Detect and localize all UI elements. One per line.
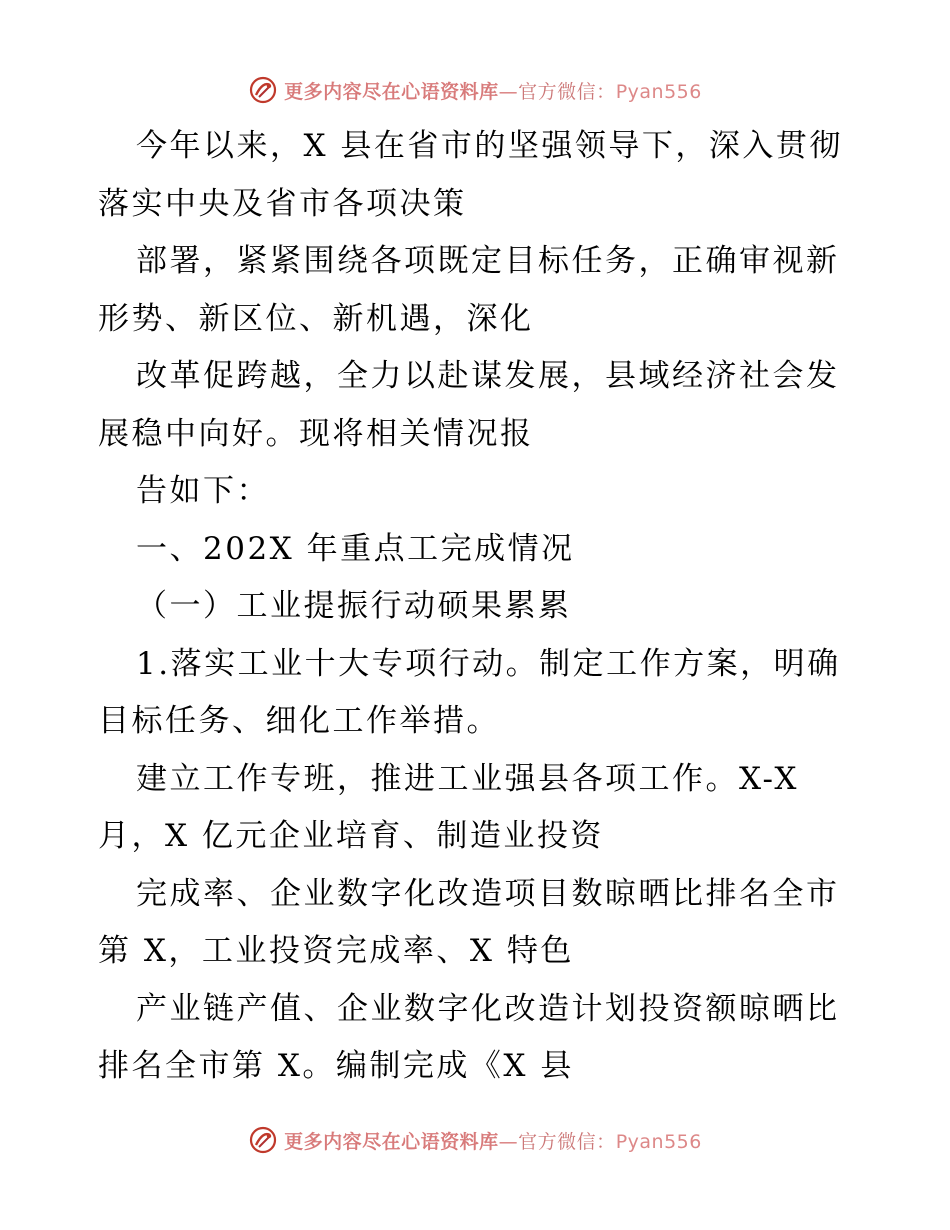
text-line: 目标任务、细化工作举措。 bbox=[98, 703, 500, 739]
text-line: 一、202X 年重点工完成情况 bbox=[136, 530, 575, 567]
text-line: 月，X 亿元企业培育、制造业投资 bbox=[98, 818, 604, 854]
text-line: 完成率、企业数字化改造项目数晾晒比排名全市 bbox=[136, 875, 840, 912]
document-body bbox=[98, 118, 858, 1096]
footer-watermark-banner bbox=[0, 1120, 950, 1160]
text-line: 部署，紧紧围绕各项既定目标任务，正确审视新 bbox=[136, 243, 840, 279]
brand-logo-icon bbox=[248, 75, 278, 105]
brand-logo-icon bbox=[248, 1125, 278, 1155]
watermark-main: 更多内容尽在心语资料库 bbox=[284, 80, 499, 103]
text-line: 排名全市第 X。编制完成《X 县 bbox=[98, 1048, 574, 1084]
header-watermark-banner bbox=[0, 70, 950, 110]
text-line: 告如下： bbox=[136, 473, 270, 509]
watermark-wechat-id: Pyan556 bbox=[615, 1130, 702, 1153]
text-line: 第 X，工业投资完成率、X 特色 bbox=[98, 933, 574, 969]
text-line: 改革促跨越，全力以赴谋发展，县域经济社会发 bbox=[136, 358, 840, 394]
text-line: 落实中央及省市各项决策 bbox=[98, 185, 467, 222]
watermark-official-label: 官方微信： bbox=[518, 1130, 616, 1153]
text-line: （一）工业提振行动硕果累累 bbox=[136, 588, 572, 624]
text-line: 1.落实工业十大专项行动。制定工作方案，明确 bbox=[136, 645, 841, 682]
text-line: 形势、新区位、新机遇，深化 bbox=[98, 300, 534, 337]
watermark-text bbox=[284, 1127, 702, 1154]
text-line: 今年以来，X 县在省市的坚强领导下，深入贯彻 bbox=[136, 128, 843, 164]
watermark-separator: — bbox=[498, 80, 519, 103]
watermark-wechat-id: Pyan556 bbox=[615, 80, 702, 103]
watermark-text bbox=[284, 77, 702, 104]
watermark-main: 更多内容尽在心语资料库 bbox=[284, 1130, 499, 1153]
text-line: 产业链产值、企业数字化改造计划投资额晾晒比 bbox=[136, 990, 840, 1027]
text-line: 展稳中向好。现将相关情况报 bbox=[98, 415, 534, 452]
watermark-official-label: 官方微信： bbox=[518, 80, 616, 103]
text-line: 建立工作专班，推进工业强县各项工作。X-X bbox=[136, 760, 799, 797]
watermark-separator: — bbox=[498, 1130, 519, 1153]
